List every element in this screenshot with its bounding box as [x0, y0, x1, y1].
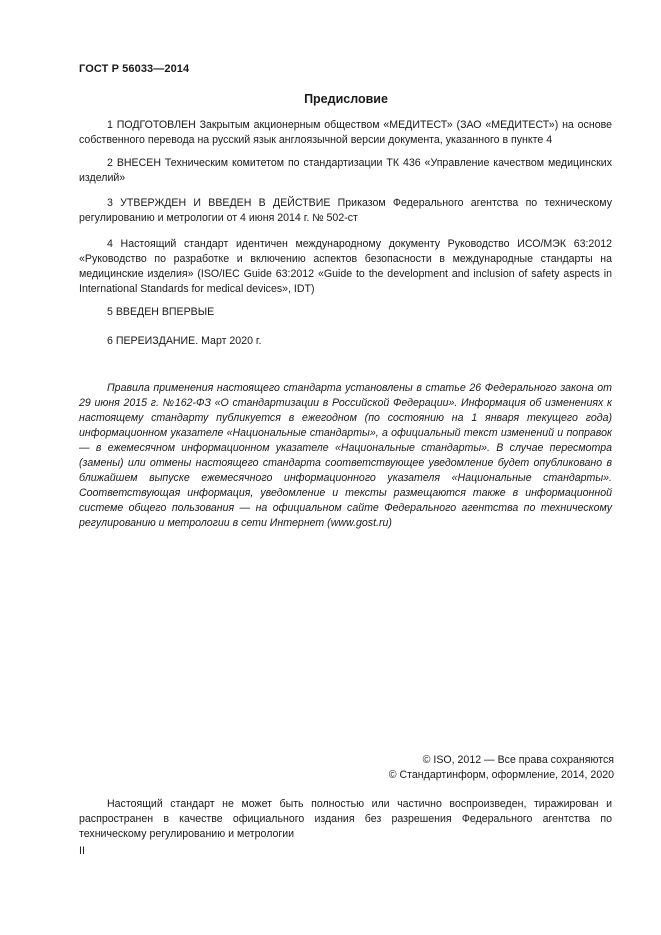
foreword-item-2: 2 ВНЕСЕН Техническим комитетом по стандартизации ТК 436 «Управление качеством медицинских изделий» — [79, 157, 612, 184]
foreword-item-4: 4 Настоящий стандарт идентичен международному документу Руководство ИСО/МЭК 63:2012 «Руководство по разработке и включению аспектов безопасности в международные стандарты на медицинские изделия» (ISO/IEC Guide 63:2012 «Guide to the development and inclusion of safety aspects in International Standards for medical devices», IDT) — [79, 238, 612, 295]
page-number: II — [79, 845, 85, 857]
foreword-item-1: 1 ПОДГОТОВЛЕН Закрытым акционерным обществом «МЕДИТЕСТ» (ЗАО «МЕДИТЕСТ») на основе собственного перевода на русский язык англоязычной версии документа, указанного в пункте 4 — [79, 119, 612, 146]
foreword-item-3: 3 УТВЕРЖДЕН И ВВЕДЕН В ДЕЙСТВИЕ Приказом Федерального агентства по техническому регулированию и метрологии от 4 июня 2014 г. № 502-ст — [79, 197, 612, 224]
copyright-standartinform: © Стандартинформ, оформление, 2014, 2020 — [388, 769, 614, 781]
copyright-iso: © ISO, 2012 — Все права сохраняются — [422, 754, 614, 766]
foreword-item-6: 6 ПЕРЕИЗДАНИЕ. Март 2020 г. — [107, 335, 262, 347]
foreword-title: Предисловие — [304, 92, 388, 106]
foreword-item-5: 5 ВВЕДЕН ВПЕРВЫЕ — [107, 306, 215, 318]
reproduction-notice: Настоящий стандарт не может быть полностью или частично воспроизведен, тиражирован и распространен в качестве официального издания без разрешения Федерального агентства по техническому регулированию и метрологии — [79, 798, 612, 840]
rules-note: Правила применения настоящего стандарта установлены в статье 26 Федерального закона от 29 июня 2015 г. №162-ФЗ «О стандартизации в Российской Федерации». Информация об изменениях к настоящему стандарту публикуется в ежегодном (по состоянию на 1 января текущего года) информационном указателе «Национальные стандарты», а официальный текст изменений и поправок — в ежемесячном информационном указателе «Национальные стандарты». В случае пересмотра (замены) или отмены настоящего стандарта соответствующее уведомление будет опубликовано в ближайшем выпуске ежемесячного информационного указателя «Национальные стандарты». Соответствующая информация, уведомление и тексты размещаются также в информационной системе общего пользования — на официальном сайте Федерального агентства по техническому регулированию и метрологии в сети Интернет (www.gost.ru) — [79, 382, 612, 529]
document-code: ГОСТ Р 56033—2014 — [79, 63, 190, 75]
